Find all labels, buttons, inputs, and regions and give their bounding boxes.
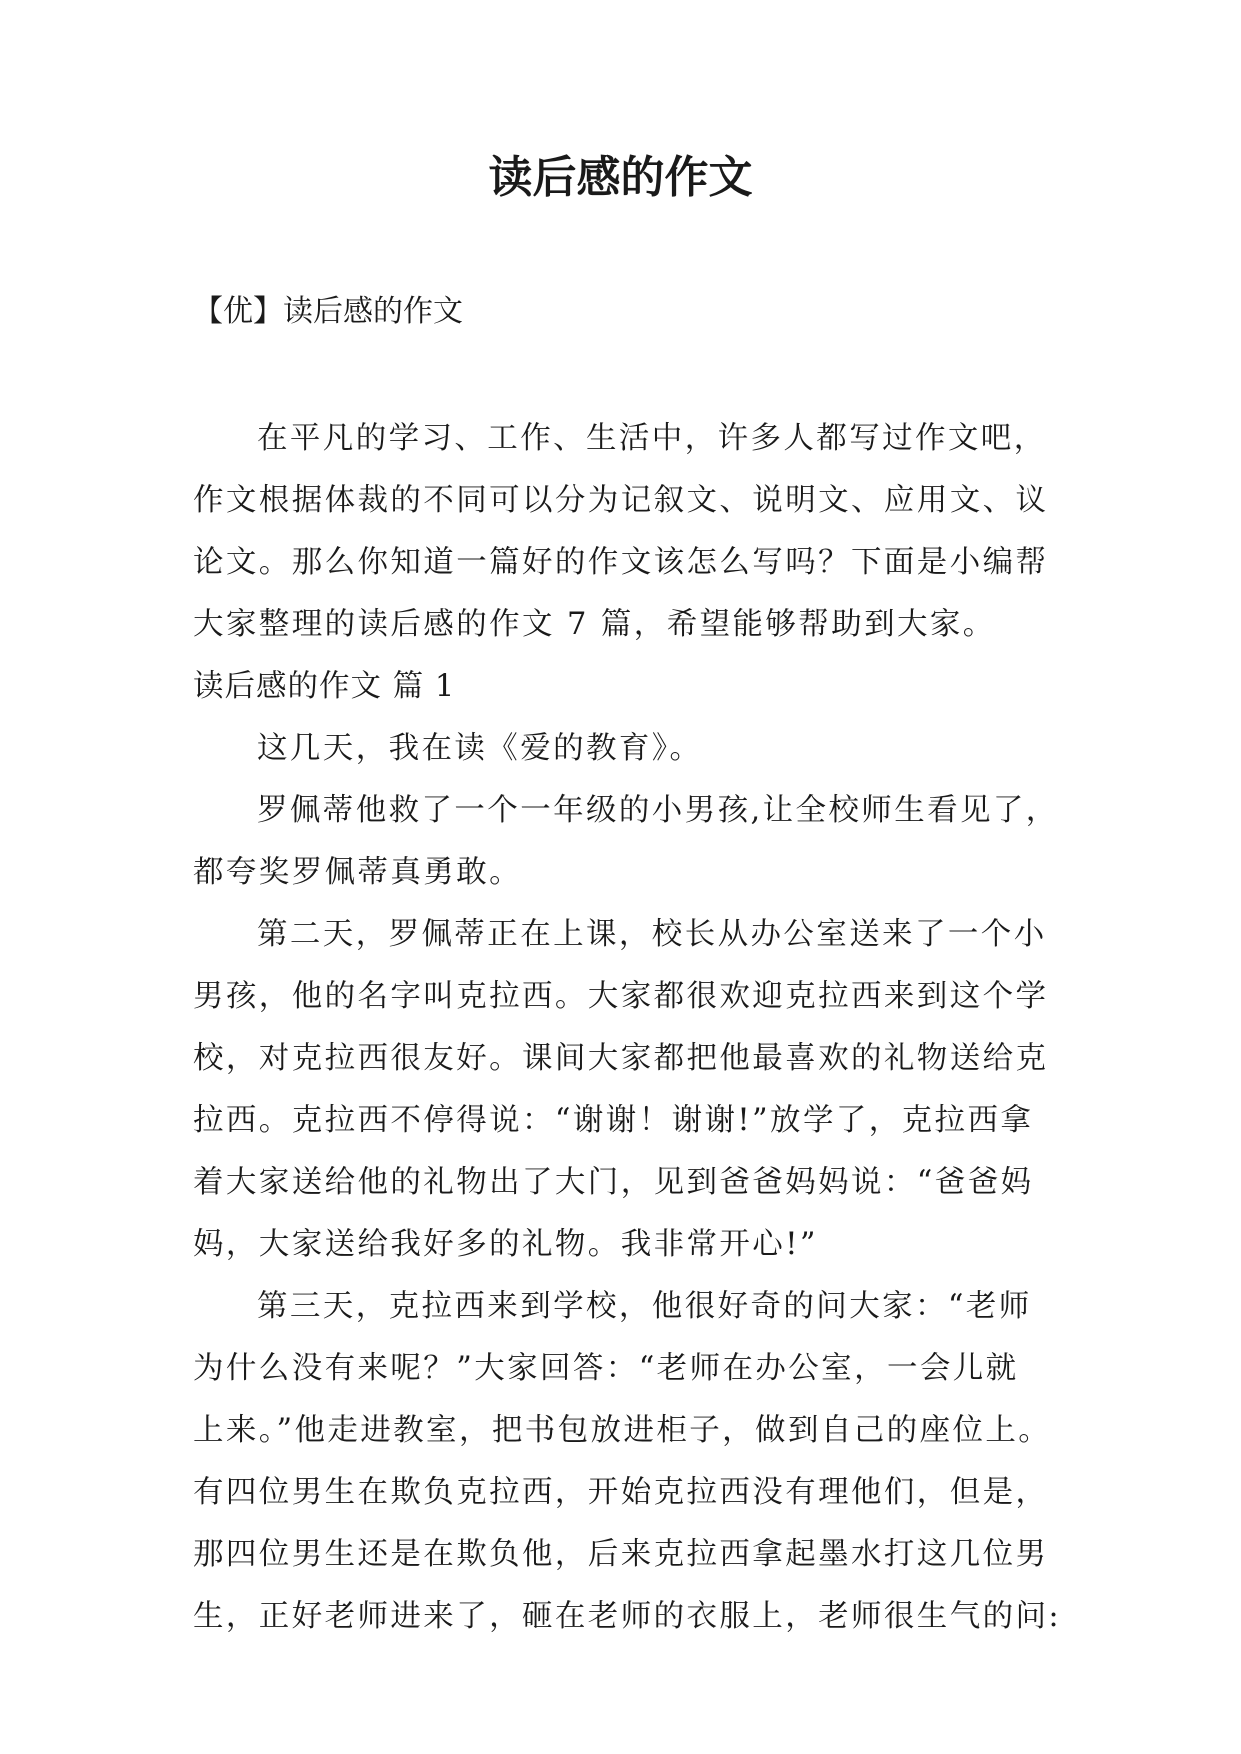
body-text-line: 第二天，罗佩蒂正在上课，校长从办公室送来了一个小	[257, 917, 1047, 952]
body-text-line: 大家整理的读后感的作文 7 篇，希望能够帮助到大家。	[193, 607, 996, 642]
body-text-line: 拉西。克拉西不停得说：“谢谢！谢谢!”放学了，克拉西拿	[193, 1103, 1034, 1138]
body-text-line: 有四位男生在欺负克拉西，开始克拉西没有理他们，但是，	[193, 1475, 1049, 1510]
body-text-line: 着大家送给他的礼物出了大门，见到爸爸妈妈说：“爸爸妈	[193, 1165, 1034, 1200]
body-text-line: 那四位男生还是在欺负他，后来克拉西拿起墨水打这几位男	[193, 1537, 1049, 1572]
body-text-line: 上来。”他走进教室，把书包放进柜子，做到自己的座位上。	[193, 1413, 1052, 1448]
document-subtitle: 【优】读后感的作文	[193, 294, 463, 329]
document-body	[193, 408, 1073, 1648]
body-text-line: 这几天，我在读《爱的教育》。	[257, 731, 703, 766]
body-text-line: 在平凡的学习、工作、生活中，许多人都写过作文吧，	[257, 421, 1047, 456]
body-text-line: 校，对克拉西很友好。课间大家都把他最喜欢的礼物送给克	[193, 1041, 1049, 1076]
body-text-line: 作文根据体裁的不同可以分为记叙文、说明文、应用文、议	[193, 483, 1049, 518]
body-text-line: 罗佩蒂他救了一个一年级的小男孩,让全校师生看见了，	[257, 793, 1059, 828]
body-text-line: 为什么没有来呢？”大家回答：“老师在办公室，一会儿就	[193, 1351, 1019, 1386]
body-text-line: 男孩，他的名字叫克拉西。大家都很欢迎克拉西来到这个学	[193, 979, 1049, 1014]
body-text-line: 妈，大家送给我好多的礼物。我非常开心!”	[193, 1227, 818, 1262]
body-text-line: 论文。那么你知道一篇好的作文该怎么写吗？下面是小编帮	[193, 545, 1049, 580]
body-text-line: 都夸奖罗佩蒂真勇敢。	[193, 855, 522, 890]
document-title: 读后感的作文	[488, 152, 753, 203]
body-text-line: 第三天，克拉西来到学校，他很好奇的问大家：“老师	[257, 1289, 1032, 1324]
section-heading: 读后感的作文 篇 1	[193, 669, 456, 704]
body-text-line: 生，正好老师进来了，砸在老师的衣服上，老师很生气的问:	[193, 1599, 1062, 1634]
